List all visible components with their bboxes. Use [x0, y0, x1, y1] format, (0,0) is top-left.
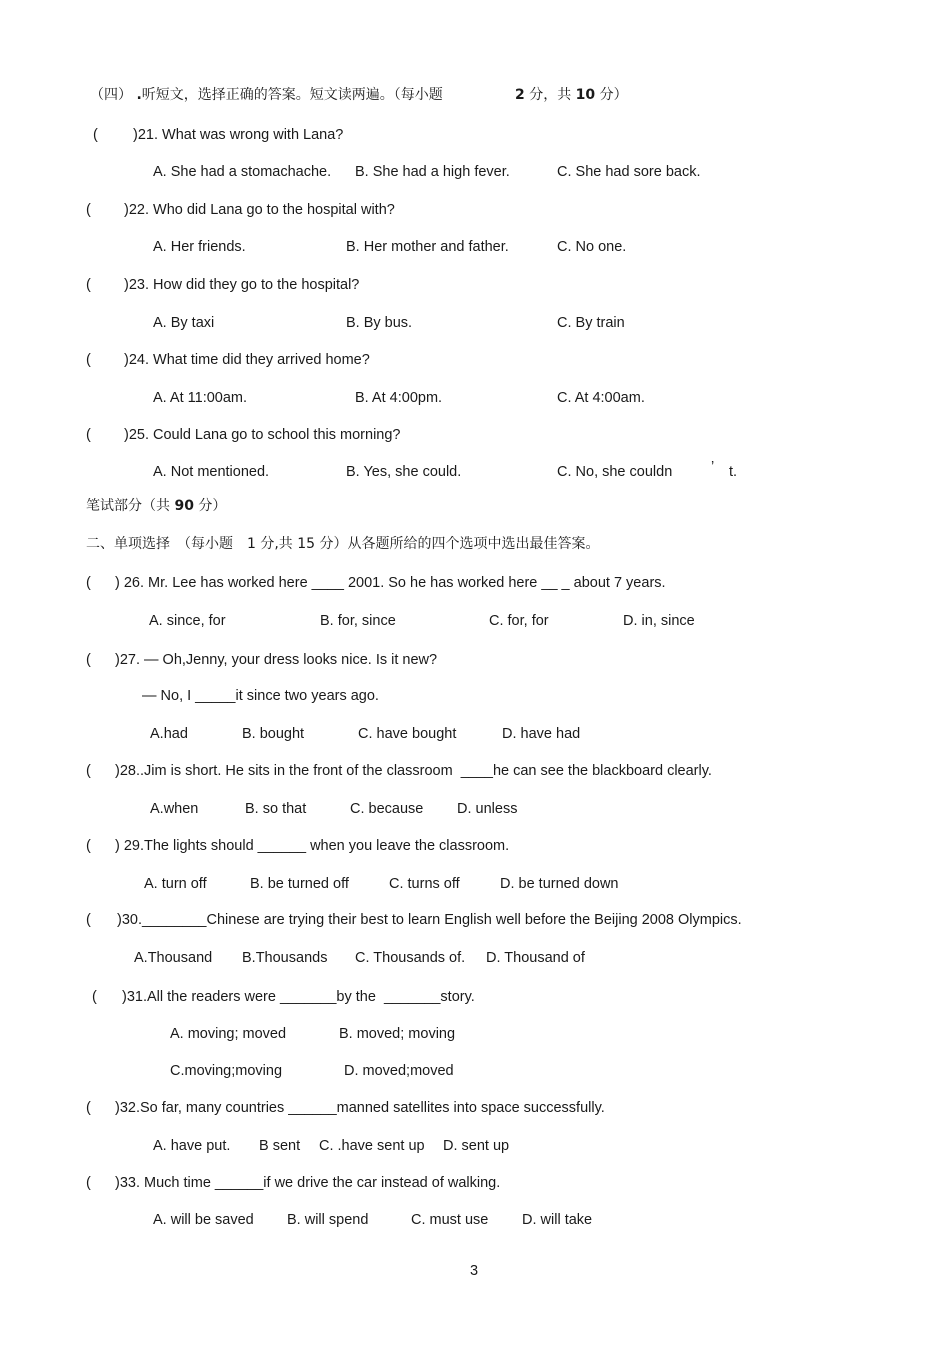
option-31-c: C.moving;moving — [170, 1063, 283, 1079]
question-21: )21. What was wrong with Lana? — [133, 127, 344, 143]
answer-paren: ( — [93, 127, 98, 143]
written-part-end: 分） — [198, 498, 227, 514]
option-25-a: A. Not mentioned. — [153, 464, 270, 480]
points-mid-text: 分，共 — [529, 87, 572, 103]
answer-paren: ( — [86, 1100, 91, 1116]
option-24-c: C. At 4:00am. — [557, 390, 645, 406]
answer-paren: ( — [86, 652, 91, 668]
section-prefix: （四） — [90, 87, 132, 103]
option-33-a: A. will be saved — [153, 1212, 254, 1228]
written-part-points: 90 — [174, 498, 194, 514]
points-end-text: 分） — [599, 87, 628, 103]
written-part-heading — [86, 497, 226, 515]
option-32-c: C. .have sent up — [319, 1138, 425, 1154]
answer-paren: ( — [86, 1175, 91, 1191]
question-24: )24. What time did they arrived home? — [124, 352, 370, 368]
option-33-d: D. will take — [522, 1212, 593, 1228]
answer-paren: ( — [86, 427, 91, 443]
option-30-a: A.Thousand — [134, 950, 213, 966]
question-27: )27. — Oh,Jenny, your dress looks nice. Is it new? — [115, 652, 438, 668]
question-30: )30.________Chinese are trying their best to learn English well before the Beijing 2008 Olympics. — [117, 912, 742, 928]
question-33: )33. Much time ______if we drive the car instead of walking. — [115, 1175, 501, 1191]
option-31-a: A. moving; moved — [170, 1026, 287, 1042]
option-30-c: C. Thousands of. — [355, 950, 466, 966]
option-22-b: B. Her mother and father. — [346, 239, 509, 255]
option-24-b: B. At 4:00pm. — [355, 390, 443, 406]
answer-paren: ( — [86, 575, 91, 591]
option-31-b: B. moved; moving — [339, 1026, 456, 1042]
answer-paren: ( — [86, 202, 91, 218]
option-28-c: C. because — [350, 801, 424, 817]
option-27-c: C. have bought — [358, 726, 457, 742]
option-32-b: B sent — [259, 1138, 301, 1154]
question-28: )28..Jim is short. He sits in the front of the classroom ____he can see the blackboard clearly. — [115, 763, 712, 779]
option-23-c: C. By train — [557, 315, 625, 331]
question-31: )31.All the readers were _______by the _______story. — [122, 989, 475, 1005]
option-21-b: B. She had a high fever. — [355, 164, 510, 180]
option-26-c: C. for, for — [489, 613, 549, 629]
option-25-c: C. No, she couldn — [557, 464, 673, 480]
page-number: 3 — [470, 1263, 479, 1279]
option-30-d: D. Thousand of — [486, 950, 585, 966]
option-21-a: A. She had a stomachache. — [153, 164, 332, 180]
points-total: 10 — [575, 87, 596, 103]
option-27-d: D. have had — [502, 726, 581, 742]
answer-paren: ( — [86, 763, 91, 779]
option-29-a: A. turn off — [144, 876, 207, 892]
answer-paren: ( — [92, 989, 97, 1005]
option-25-b: B. Yes, she could. — [346, 464, 462, 480]
answer-paren: ( — [86, 912, 91, 928]
option-32-d: D. sent up — [443, 1138, 510, 1154]
section-instruction: 听短文，选择正确的答案。短文读两遍。（每小题 — [141, 87, 443, 103]
question-23: )23. How did they go to the hospital? — [124, 277, 360, 293]
option-23-b: B. By bus. — [346, 315, 413, 331]
option-29-b: B. be turned off — [250, 876, 349, 892]
option-25-tail: t. — [729, 464, 738, 480]
option-26-a: A. since, for — [149, 613, 226, 629]
section-4-header — [90, 86, 443, 104]
question-27-line-2: — No, I _____it since two years ago. — [142, 688, 379, 704]
option-33-c: C. must use — [411, 1212, 489, 1228]
question-25: )25. Could Lana go to school this morning? — [124, 427, 401, 443]
option-25-apostrophe: ’ — [711, 459, 715, 475]
option-22-a: A. Her friends. — [153, 239, 246, 255]
written-part-label: 笔试部分（共 — [86, 498, 170, 514]
option-27-b: B. bought — [242, 726, 305, 742]
option-26-d: D. in, since — [623, 613, 695, 629]
option-23-a: A. By taxi — [153, 315, 215, 331]
question-29: ) 29.The lights should ______ when you leave the classroom. — [115, 838, 510, 854]
question-26: ) 26. Mr. Lee has worked here ____ 2001. So he has worked here __ _ about 7 years. — [115, 575, 666, 591]
answer-paren: ( — [86, 352, 91, 368]
section-2-title: 二、单项选择 （每小题 1 分,共 15 分）从各题所给的四个选项中选出最佳答案。 — [86, 536, 600, 552]
option-21-c: C. She had sore back. — [557, 164, 701, 180]
option-22-c: C. No one. — [557, 239, 627, 255]
option-33-b: B. will spend — [287, 1212, 369, 1228]
answer-paren: ( — [86, 277, 91, 293]
option-28-d: D. unless — [457, 801, 518, 817]
section-dot: . — [136, 87, 142, 103]
option-28-b: B. so that — [245, 801, 307, 817]
question-22: )22. Who did Lana go to the hospital with? — [124, 202, 395, 218]
option-30-b: B.Thousands — [242, 950, 328, 966]
option-29-d: D. be turned down — [500, 876, 619, 892]
option-28-a: A.when — [150, 801, 199, 817]
option-26-b: B. for, since — [320, 613, 396, 629]
points-each: 2 — [515, 87, 525, 103]
option-32-a: A. have put. — [153, 1138, 231, 1154]
answer-paren: ( — [86, 838, 91, 854]
option-27-a: A.had — [150, 726, 188, 742]
option-29-c: C. turns off — [389, 876, 460, 892]
question-32: )32.So far, many countries ______manned satellites into space successfully. — [115, 1100, 605, 1116]
option-24-a: A. At 11:00am. — [153, 390, 248, 406]
section-4-points — [515, 86, 628, 104]
option-31-d: D. moved;moved — [344, 1063, 454, 1079]
